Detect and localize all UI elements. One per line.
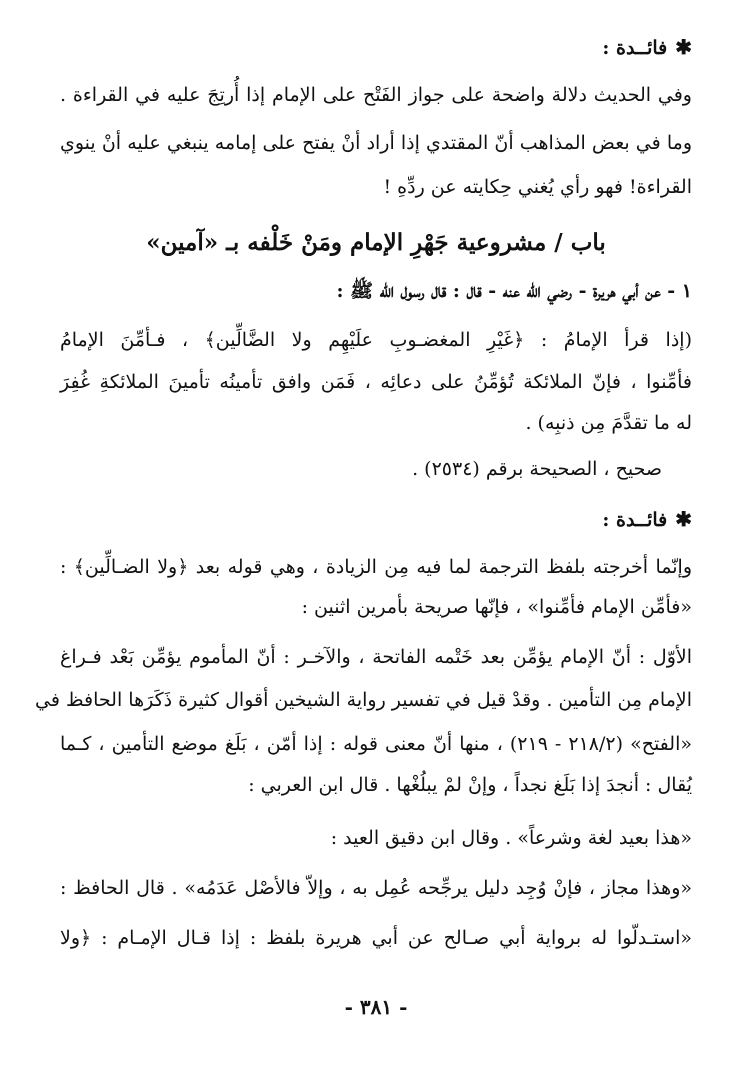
paragraph-line: وفي الحديث دلالة واضحة على جواز الفَتْح على الإمام إذا أُرتِجَ عليه في القراءة . [60,84,692,106]
paragraph-line: وإنّما أخرجته بلفظ الترجمة لما فيه مِن الزيادة ، وهي قوله بعد ﴿ولا الضـالِّين﴾ : [60,556,692,578]
paragraph-line: يُقال : أنجدَ إذا بَلَغ نجداً ، وإنْ لمْ يبلُغْها . قال ابن العربي : [248,774,692,796]
hadith-text-line: له ما تقدَّمَ مِن ذنبِه) . [525,412,692,434]
paragraph-line: الإمام مِن التأمين . وقدْ قيل في تفسير رواية الشيخين أقوال كثيرة ذَكَرَها الحافظ في [35,689,692,711]
quote-line: «استـدلّوا له برواية أبي صـالح عن أبي هريرة بلفظ : إذا قـال الإمـام : ﴿ولا [60,927,692,949]
hadith-intro: ١ - عن أبي هريرة - رضي الله عنه - قال : قال رسول الله ﷺ : [336,280,692,302]
hadith-text-line: فأمِّنوا ، فإنّ الملائكة تُؤمِّنُ على دعائِه ، فَمَن وافق تأمينُه تأمينَ الملائكةِ غُفِرَ [60,371,692,393]
paragraph-line: وما في بعض المذاهب أنّ المقتدي إذا أراد أنْ يفتح على إمامه ينبغي عليه أنْ ينوي [60,132,692,154]
chapter-title: باب / مشروعية جَهْرِ الإمام ومَنْ خَلْفه بـ «آمين» [146,229,606,256]
asterisk-icon: ✱ [675,507,692,531]
benefit-heading-1 [60,32,692,63]
quote-line: «هذا بعيد لغة وشرعاً» . وقال ابن دقيق العيد : [330,827,692,849]
hadith-text-line: (إذا قرأ الإمامُ : ﴿غَيْرِ المغضـوبِ علَيْهِم ولا الضَّالِّين﴾ ، فـأمِّنَ الإمامُ [60,329,692,351]
benefit-label: فائــدة : [602,37,668,59]
benefit-label: فائــدة : [602,509,668,531]
paragraph-line: القراءة! فهو رأي يُغني حِكايته عن ردِّهِ ! [383,176,692,198]
page-number: - ٣٨١ - [344,995,408,1019]
hadith-grading: صحيح ، الصحيحة برقم (٢٥٣٤) . [412,458,662,480]
asterisk-icon: ✱ [675,35,692,59]
quote-line: «وهذا مجاز ، فإنْ وُجِد دليل يرجِّحه عُمِل به ، وإلاّ فالأصْل عَدَمُه» . قال الحافظ : [60,877,692,899]
paragraph-line: «الفتح» (٢١٨/٢ - ٢١٩) ، منها أنّ معنى قوله : إذا أمّن ، بَلَغ موضع التأمين ، كـما [60,733,692,755]
paragraph-line: الأوّل : أنّ الإمام يؤمِّن بعد خَتْمه الفاتحة ، والآخـر : أنّ المأموم يؤمِّن بَعْد فـراغ [60,646,692,668]
paragraph-line: «فأمِّن الإمام فأمِّنوا» ، فإنّها صريحة بأمرين اثنين : [301,596,692,618]
benefit-heading-2 [60,504,692,535]
